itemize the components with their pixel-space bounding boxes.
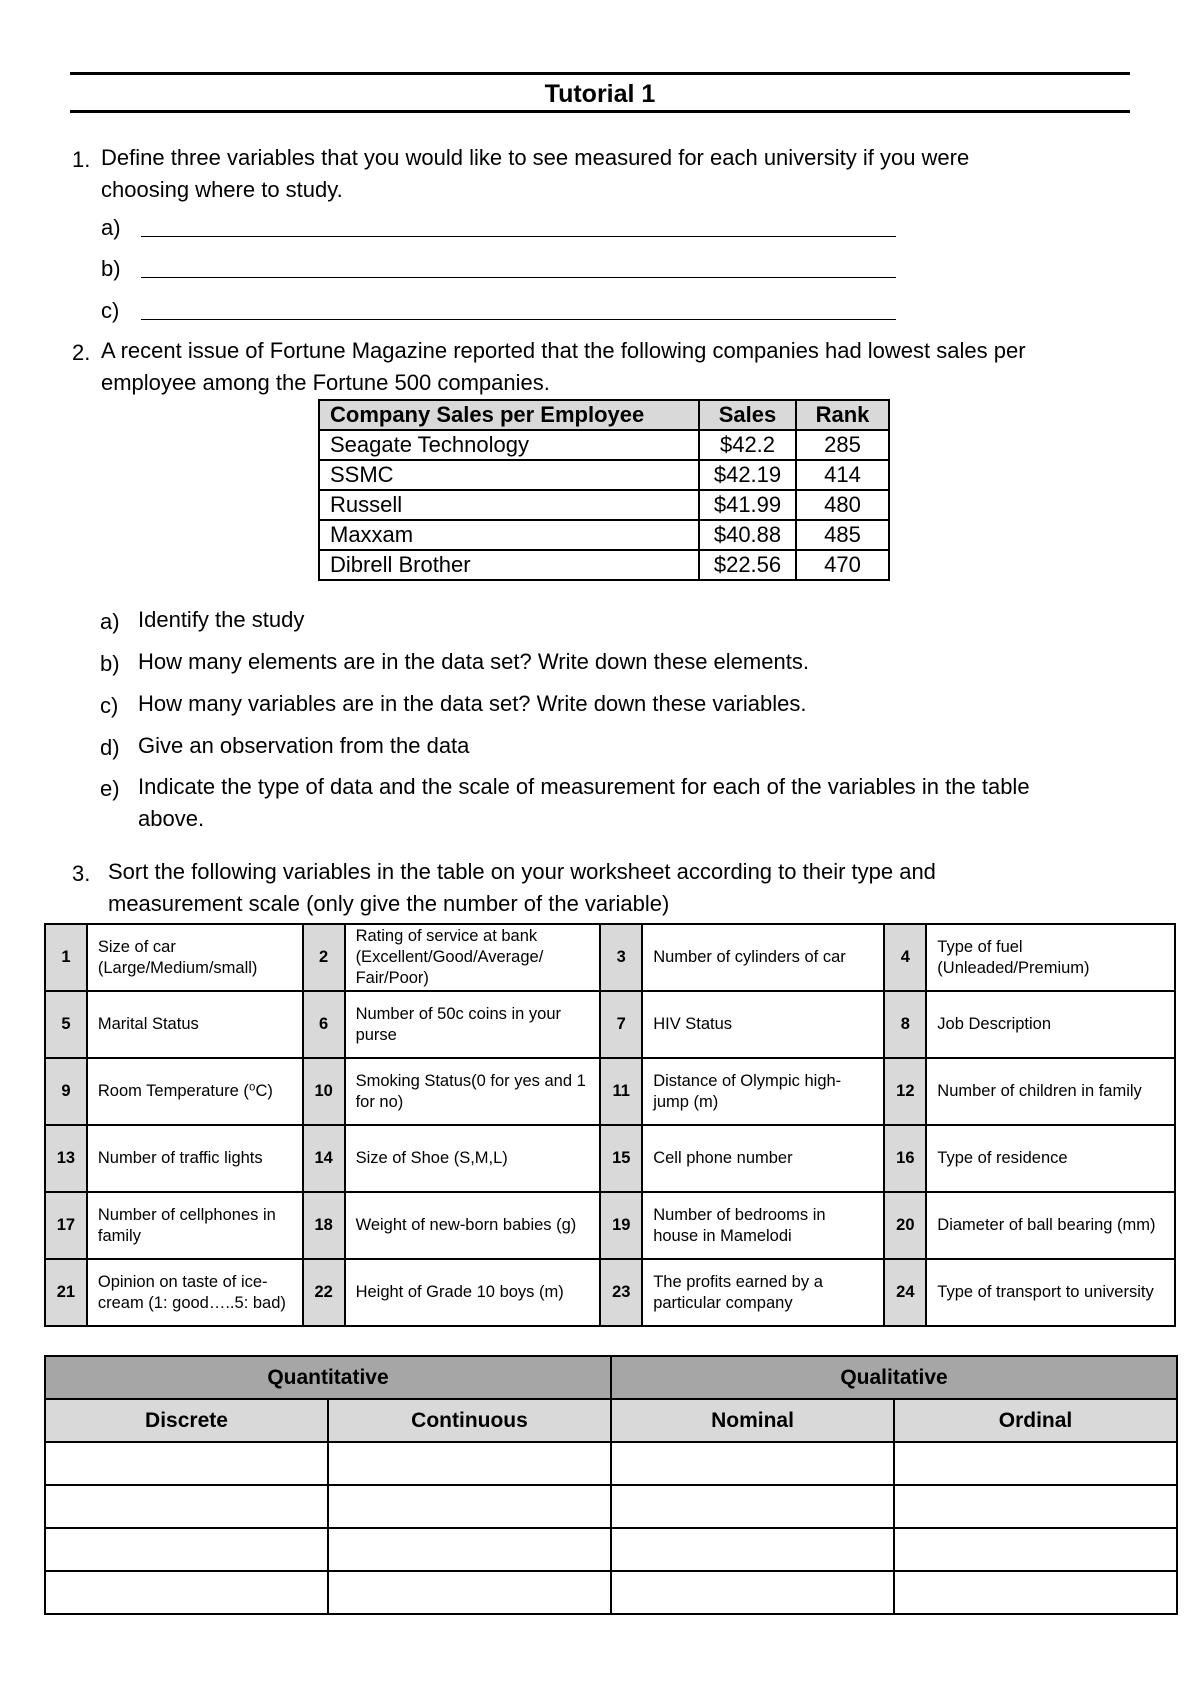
variable-description: Number of 50c coins in your purse (345, 991, 601, 1058)
variable-description: Distance of Olympic high-jump (m) (642, 1058, 884, 1125)
company-cell: SSMC (319, 460, 699, 490)
rank-cell: 414 (796, 460, 889, 490)
q2-part-e-line1: Indicate the type of data and the scale of measurement for each of the variables in the table (138, 774, 1030, 799)
answer-cell[interactable] (328, 1528, 611, 1571)
q2-text-line1: A recent issue of Fortune Magazine reported that the following companies had lowest sales per (101, 338, 1026, 363)
variable-description: Type of fuel (Unleaded/Premium) (926, 924, 1175, 991)
answer-cell[interactable] (328, 1442, 611, 1485)
variable-number: 1 (45, 924, 87, 991)
column-discrete: Discrete (45, 1399, 328, 1442)
q2-part-d-label: d) (100, 735, 120, 760)
variable-number: 17 (45, 1192, 87, 1259)
q1-blank-a-label: a) (101, 215, 121, 240)
q1-blank-b-label: b) (101, 256, 121, 281)
variables-row (45, 924, 1175, 991)
classification-blank-row (45, 1485, 1177, 1528)
answer-cell[interactable] (894, 1485, 1177, 1528)
q1-blank-a-line[interactable] (141, 236, 896, 237)
rank-cell: 480 (796, 490, 889, 520)
variable-description: Weight of new-born babies (g) (345, 1192, 601, 1259)
variable-number: 19 (600, 1192, 642, 1259)
column-continuous: Continuous (328, 1399, 611, 1442)
q1-blank-c-line[interactable] (141, 319, 896, 320)
variables-row (45, 1058, 1175, 1125)
q1-text-line1: Define three variables that you would like to see measured for each university if you were (101, 145, 970, 170)
answer-cell[interactable] (611, 1571, 894, 1614)
sales-table-row (319, 430, 889, 460)
variable-number: 10 (303, 1058, 345, 1125)
variable-description: The profits earned by a particular company (642, 1259, 884, 1326)
variable-number: 2 (303, 924, 345, 991)
answer-cell[interactable] (45, 1571, 328, 1614)
rank-cell: 485 (796, 520, 889, 550)
variable-number: 21 (45, 1259, 87, 1326)
answer-cell[interactable] (328, 1485, 611, 1528)
answer-cell[interactable] (45, 1442, 328, 1485)
rank-cell: 285 (796, 430, 889, 460)
q1-blank-c-label: c) (101, 298, 120, 323)
q3-text-line2: measurement scale (only give the number of the variable) (108, 891, 670, 916)
q3-text-line1: Sort the following variables in the table on your worksheet according to their type and (108, 859, 936, 884)
sales-cell: $22.56 (699, 550, 796, 580)
variable-number: 7 (600, 991, 642, 1058)
variable-number: 12 (884, 1058, 926, 1125)
variable-number: 5 (45, 991, 87, 1058)
variable-number: 22 (303, 1259, 345, 1326)
q2-part-a-label: a) (100, 609, 120, 634)
variables-row (45, 991, 1175, 1058)
column-nominal: Nominal (611, 1399, 894, 1442)
variable-description: Diameter of ball bearing (mm) (926, 1192, 1175, 1259)
classification-table (44, 1355, 1178, 1615)
q1-number: 1. (72, 147, 91, 172)
sales-table (318, 399, 890, 581)
variables-table (44, 923, 1176, 1327)
sales-header-company: Company Sales per Employee (319, 400, 699, 430)
sales-table-row (319, 550, 889, 580)
group-quantitative: Quantitative (45, 1356, 611, 1399)
q2-part-c-text: How many variables are in the data set? Write down these variables. (138, 691, 807, 716)
variable-number: 6 (303, 991, 345, 1058)
page-title: Tutorial 1 (544, 80, 656, 108)
answer-cell[interactable] (328, 1571, 611, 1614)
sales-header-rank: Rank (796, 400, 889, 430)
variable-description: Size of Shoe (S,M,L) (345, 1125, 601, 1192)
variable-description: Number of bedrooms in house in Mamelodi (642, 1192, 884, 1259)
rank-cell: 470 (796, 550, 889, 580)
variable-number: 13 (45, 1125, 87, 1192)
variable-description: Type of residence (926, 1125, 1175, 1192)
variable-number: 23 (600, 1259, 642, 1326)
classification-column-header (45, 1399, 1177, 1442)
variable-number: 14 (303, 1125, 345, 1192)
variable-description: Smoking Status(0 for yes and 1 for no) (345, 1058, 601, 1125)
variable-number: 15 (600, 1125, 642, 1192)
classification-blank-row (45, 1442, 1177, 1485)
classification-group-header (45, 1356, 1177, 1399)
company-cell: Seagate Technology (319, 430, 699, 460)
company-cell: Russell (319, 490, 699, 520)
variable-number: 24 (884, 1259, 926, 1326)
title-bottom-rule (70, 110, 1130, 113)
sales-cell: $40.88 (699, 520, 796, 550)
group-qualitative: Qualitative (611, 1356, 1177, 1399)
classification-blank-row (45, 1528, 1177, 1571)
variable-description: Rating of service at bank (Excellent/Good/Average/ Fair/Poor) (345, 924, 601, 991)
variable-number: 8 (884, 991, 926, 1058)
answer-cell[interactable] (611, 1442, 894, 1485)
variable-description: Opinion on taste of ice-cream (1: good…..5: bad) (87, 1259, 303, 1326)
variable-description: HIV Status (642, 991, 884, 1058)
company-cell: Maxxam (319, 520, 699, 550)
variable-number: 4 (884, 924, 926, 991)
variable-description: Number of children in family (926, 1058, 1175, 1125)
sales-cell: $42.19 (699, 460, 796, 490)
variables-row (45, 1125, 1175, 1192)
q1-blank-b-line[interactable] (141, 277, 896, 278)
variable-description: Room Temperature (⁰C) (87, 1058, 303, 1125)
answer-cell[interactable] (45, 1528, 328, 1571)
sales-table-row (319, 490, 889, 520)
variable-number: 18 (303, 1192, 345, 1259)
answer-cell[interactable] (45, 1485, 328, 1528)
variable-description: Height of Grade 10 boys (m) (345, 1259, 601, 1326)
variable-number: 9 (45, 1058, 87, 1125)
q1-text-line2: choosing where to study. (101, 177, 343, 202)
sales-cell: $42.2 (699, 430, 796, 460)
variable-number: 16 (884, 1125, 926, 1192)
q2-number: 2. (72, 340, 91, 365)
sales-header-sales: Sales (699, 400, 796, 430)
q2-part-e-label: e) (100, 776, 120, 801)
q2-part-d-text: Give an observation from the data (138, 733, 470, 758)
answer-cell[interactable] (894, 1571, 1177, 1614)
variable-description: Number of cellphones in family (87, 1192, 303, 1259)
q2-part-b-label: b) (100, 651, 120, 676)
answer-cell[interactable] (894, 1528, 1177, 1571)
answer-cell[interactable] (611, 1485, 894, 1528)
title-top-rule (70, 72, 1130, 75)
q2-part-b-text: How many elements are in the data set? Write down these elements. (138, 649, 809, 674)
variable-description: Number of cylinders of car (642, 924, 884, 991)
q2-text-line2: employee among the Fortune 500 companies. (101, 370, 550, 395)
q3-number: 3. (72, 861, 91, 886)
column-ordinal: Ordinal (894, 1399, 1177, 1442)
company-cell: Dibrell Brother (319, 550, 699, 580)
variable-description: Type of transport to university (926, 1259, 1175, 1326)
q3-text (108, 856, 1178, 920)
variable-number: 3 (600, 924, 642, 991)
sales-table-header (319, 400, 889, 430)
sales-table-row (319, 520, 889, 550)
q2-text (101, 335, 1181, 399)
answer-cell[interactable] (611, 1528, 894, 1571)
q2-part-e-line2: above. (138, 806, 205, 831)
variables-row (45, 1192, 1175, 1259)
variable-number: 11 (600, 1058, 642, 1125)
q2-part-e-text (138, 771, 1138, 835)
q1-text (101, 142, 1171, 206)
classification-blank-row (45, 1571, 1177, 1614)
answer-cell[interactable] (894, 1442, 1177, 1485)
variable-description: Job Description (926, 991, 1175, 1058)
sales-cell: $41.99 (699, 490, 796, 520)
variable-description: Cell phone number (642, 1125, 884, 1192)
sales-table-row (319, 460, 889, 490)
q2-part-a-text: Identify the study (138, 607, 305, 632)
variable-description: Number of traffic lights (87, 1125, 303, 1192)
variables-row (45, 1259, 1175, 1326)
variable-description: Marital Status (87, 991, 303, 1058)
q2-part-c-label: c) (100, 693, 119, 718)
variable-number: 20 (884, 1192, 926, 1259)
variable-description: Size of car (Large/Medium/small) (87, 924, 303, 991)
